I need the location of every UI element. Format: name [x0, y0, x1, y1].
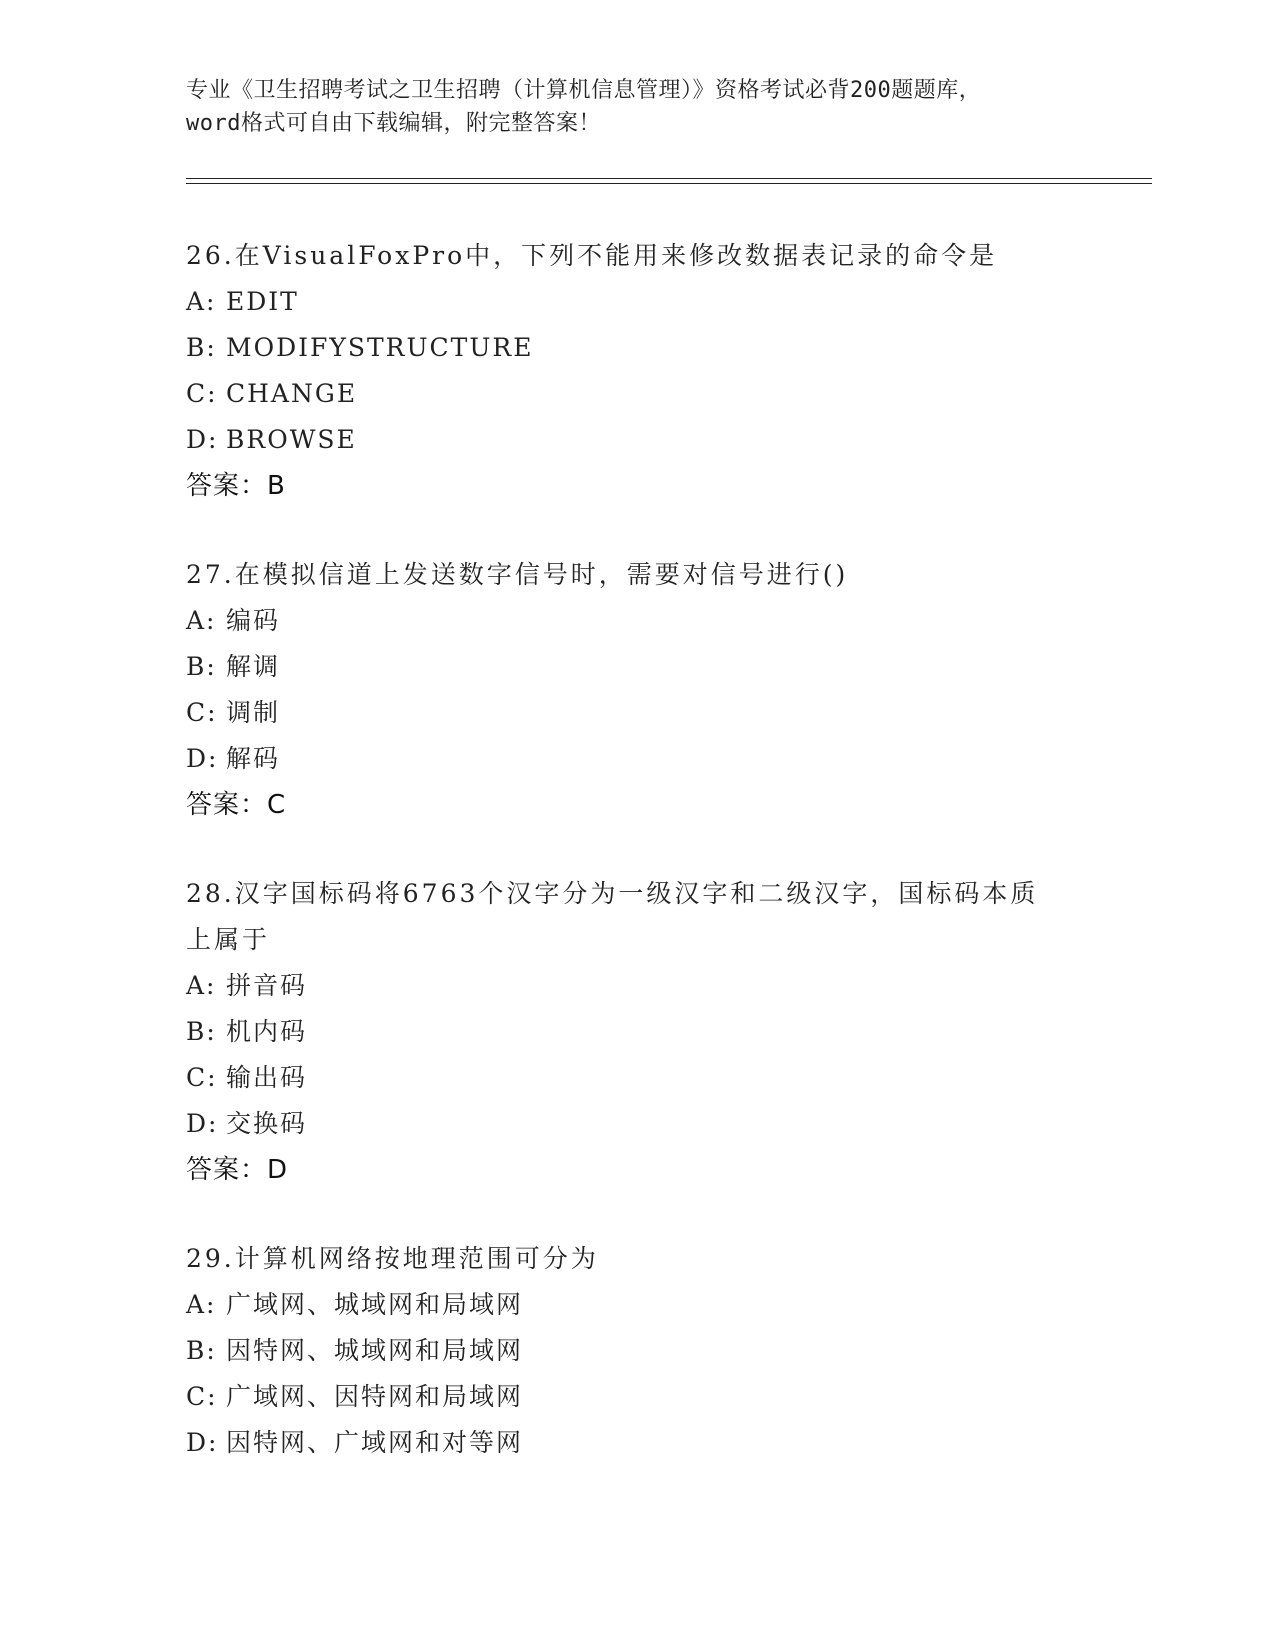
option-letter: C: [186, 1063, 218, 1092]
option-a [186, 963, 1086, 1009]
option-b [186, 325, 1086, 371]
option-b [186, 644, 1086, 690]
option-d [186, 736, 1086, 782]
option-letter: D: [186, 744, 219, 773]
question-27 [186, 552, 1086, 828]
option-b [186, 1009, 1086, 1055]
option-letter: C: [186, 379, 218, 408]
answer-line: 答案：C [186, 790, 287, 820]
option-text: 调制 [226, 698, 281, 727]
option-letter: D: [186, 1109, 219, 1138]
option-letter: A: [186, 971, 217, 1000]
option-letter: D: [186, 1428, 219, 1457]
answer-line: 答案：B [186, 471, 286, 501]
option-a [186, 1282, 1086, 1328]
option-c [186, 1055, 1086, 1101]
option-c [186, 1374, 1086, 1420]
option-letter: C: [186, 1382, 218, 1411]
option-text: 输出码 [226, 1063, 308, 1092]
header-divider-top [186, 178, 1152, 179]
option-letter: A: [186, 1290, 217, 1319]
option-text: 广域网、因特网和局域网 [226, 1382, 524, 1411]
option-letter: B: [186, 1336, 217, 1365]
option-text: EDIT [226, 287, 299, 316]
option-c [186, 690, 1086, 736]
option-letter: A: [186, 606, 217, 635]
option-a [186, 598, 1086, 644]
option-c [186, 371, 1086, 417]
option-text: MODIFYSTRUCTURE [226, 333, 534, 362]
option-text: 拼音码 [226, 971, 308, 1000]
question-28 [186, 871, 1086, 1193]
option-letter: A: [186, 287, 217, 316]
option-text: 因特网、广域网和对等网 [226, 1428, 524, 1457]
question-title: 26.在VisualFoxPro中，下列不能用来修改数据表记录的命令是 [186, 241, 998, 270]
option-letter: B: [186, 652, 217, 681]
question-title: 29.计算机网络按地理范围可分为 [186, 1244, 599, 1273]
option-text: 交换码 [226, 1109, 308, 1138]
option-text: 解调 [226, 652, 281, 681]
option-text: BROWSE [226, 425, 357, 454]
header-divider-bottom [186, 183, 1152, 184]
answer-line: 答案：D [186, 1155, 289, 1185]
question-29 [186, 1236, 1086, 1466]
header-subtitle-line: word格式可自由下载编辑，附完整答案！ [186, 111, 601, 136]
option-text: 解码 [226, 744, 281, 773]
question-title: 28.汉字国标码将6763个汉字分为一级汉字和二级汉字，国标码本质上属于 [186, 879, 1039, 954]
header-title-line: 专业《卫生招聘考试之卫生招聘（计算机信息管理）》资格考试必背200题题库， [186, 78, 982, 103]
option-text: 广域网、城域网和局域网 [226, 1290, 524, 1319]
option-b [186, 1328, 1086, 1374]
option-text: 编码 [226, 606, 281, 635]
document-header [186, 74, 1086, 140]
option-a [186, 279, 1086, 325]
option-letter: B: [186, 1017, 217, 1046]
option-d [186, 1420, 1086, 1466]
option-text: 因特网、城域网和局域网 [226, 1336, 524, 1365]
option-letter: C: [186, 698, 218, 727]
option-text: CHANGE [226, 379, 358, 408]
option-letter: D: [186, 425, 219, 454]
option-letter: B: [186, 333, 217, 362]
option-d [186, 417, 1086, 463]
question-title: 27.在模拟信道上发送数字信号时，需要对信号进行() [186, 560, 849, 589]
option-d [186, 1101, 1086, 1147]
question-26 [186, 233, 1086, 509]
option-text: 机内码 [226, 1017, 308, 1046]
